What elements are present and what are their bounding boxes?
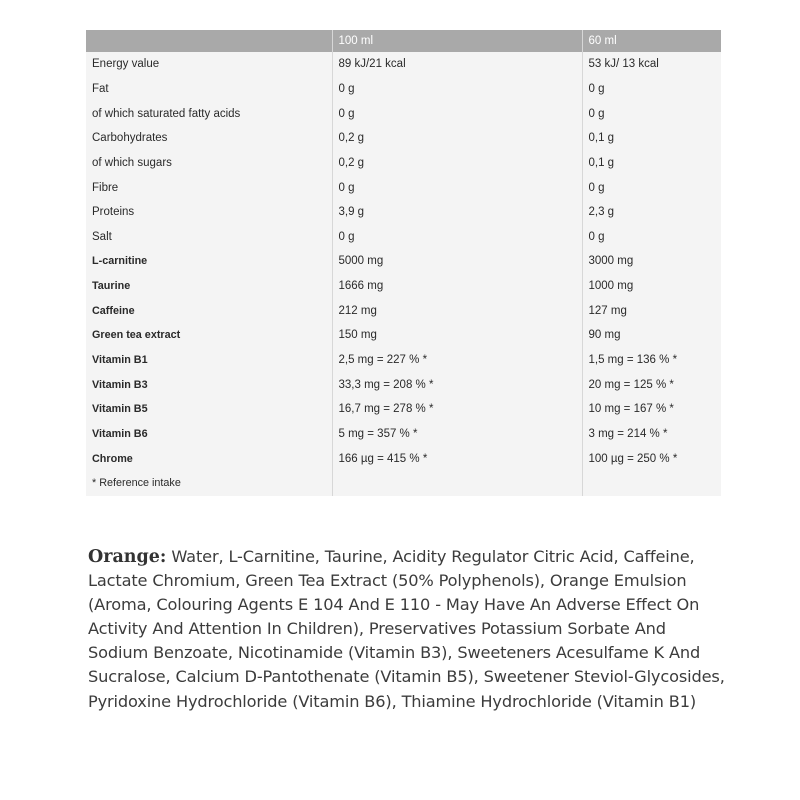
nutrient-name-cell: Salt	[86, 224, 332, 249]
nutrient-name-cell: Energy value	[86, 52, 332, 77]
per-100ml-cell: 0 g	[332, 77, 582, 102]
table-header	[86, 30, 721, 52]
ingredients-label: Orange:	[88, 547, 167, 567]
nutrient-name-cell: Fibre	[86, 175, 332, 200]
table-row	[86, 397, 721, 422]
table-row	[86, 101, 721, 126]
table-row	[86, 323, 721, 348]
table-row	[86, 348, 721, 373]
table-row	[86, 372, 721, 397]
nutrient-name-cell: Vitamin B3	[86, 372, 332, 397]
header-row	[86, 30, 721, 52]
table-row	[86, 422, 721, 447]
footnote-empty-cell	[582, 471, 721, 496]
per-100ml-cell: 5 mg = 357 % *	[332, 422, 582, 447]
per-60ml-cell: 90 mg	[588, 329, 621, 342]
nutrient-name-cell: of which saturated fatty acids	[86, 101, 332, 126]
per-60ml-cell: 3000 mg	[588, 255, 634, 268]
per-100ml-cell: 0 g	[332, 175, 582, 200]
footnote: * Reference intake	[86, 471, 332, 496]
per-100ml-cell: 5000 mg	[332, 249, 582, 274]
per-60ml-cell: 100 µg = 250 % *	[588, 452, 678, 465]
nutrient-name-cell: Carbohydrates	[86, 126, 332, 151]
per-60ml-cell: 1000 mg	[588, 280, 634, 293]
table-body	[86, 52, 721, 496]
table-row	[86, 126, 721, 151]
per-100ml-cell: 3,9 g	[332, 200, 582, 225]
nutrient-name-cell: Green tea extract	[86, 323, 332, 348]
per-100ml-cell: 0,2 g	[332, 151, 582, 176]
table-row	[86, 224, 721, 249]
per-60ml-cell: 0,1 g	[588, 156, 615, 169]
table-row	[86, 200, 721, 225]
per-60ml-cell: 2,3 g	[588, 206, 615, 219]
table-row	[86, 175, 721, 200]
ingredients-text: Water, L-Carnitine, Taurine, Acidity Regulator Citric Acid, Caffeine, Lactate Chromium, Green Tea Extract (50% Polyphenols), Orange Emulsion (Aroma, Colouring Agents E 104 And E 110 - May Have An Adverse Effect On Activity And Attention In Children), Preservatives Potassium Sorbate And Sodium Benzoate, Nicotinamide (Vitamin B3), Sweeteners Acesulfame K And Sucralose, Calcium D-Pantothenate (Vitamin B5), Sweetener Steviol-Glycosides, Pyridoxine Hydrochloride (Vitamin B6), Thiamine Hydrochloride (Vitamin B1)	[88, 547, 725, 711]
per-100ml-cell: 1666 mg	[332, 274, 582, 299]
per-60ml-cell: 0 g	[588, 82, 605, 95]
header-per-60ml: 60 ml	[582, 30, 721, 52]
header-per-100ml: 100 ml	[332, 30, 582, 52]
per-60ml-cell: 0 g	[588, 181, 605, 194]
per-100ml-cell: 89 kJ/21 kcal	[332, 52, 582, 77]
per-60ml-cell: 1,5 mg = 136 % *	[588, 354, 678, 366]
table-row	[86, 52, 721, 77]
nutrient-name-cell: Vitamin B6	[86, 422, 332, 447]
nutrient-name-cell: of which sugars	[86, 151, 332, 176]
table-row	[86, 249, 721, 274]
table-row	[86, 298, 721, 323]
per-60ml-cell: 0 g	[588, 230, 605, 243]
per-60ml-cell: 20 mg = 125 % *	[588, 378, 674, 391]
per-60ml-cell: 0,1 g	[588, 132, 615, 145]
header-nutrient	[86, 30, 332, 52]
nutrient-name-cell: Chrome	[86, 446, 332, 471]
per-100ml-cell: 150 mg	[332, 323, 582, 348]
per-100ml-cell: 0 g	[332, 101, 582, 126]
nutrient-name-cell: Caffeine	[86, 298, 332, 323]
per-100ml-cell: 0 g	[332, 224, 582, 249]
per-100ml-cell: 0,2 g	[332, 126, 582, 151]
per-60ml-cell: 10 mg = 167 % *	[588, 403, 674, 416]
nutrient-name-cell: Taurine	[86, 274, 332, 299]
per-100ml-cell: 212 mg	[332, 298, 582, 323]
per-60ml-cell: 0 g	[588, 107, 605, 120]
ingredients-paragraph	[88, 545, 728, 714]
nutrient-name-cell: Fat	[86, 77, 332, 102]
per-100ml-cell: 33,3 mg = 208 % *	[332, 372, 582, 397]
per-100ml-cell: 166 µg = 415 % *	[332, 446, 582, 471]
table-row	[86, 274, 721, 299]
per-60ml-cell: 53 kJ/ 13 kcal	[588, 58, 659, 71]
footnote-row	[86, 471, 721, 496]
nutrient-name-cell: Vitamin B5	[86, 397, 332, 422]
per-60ml-cell: 127 mg	[588, 304, 627, 317]
table-row	[86, 446, 721, 471]
nutrient-name-cell: Vitamin B1	[86, 348, 332, 373]
per-60ml-cell: 3 mg = 214 % *	[588, 427, 668, 440]
per-100ml-cell: 2,5 mg = 227 % *	[332, 348, 582, 373]
table-row	[86, 77, 721, 102]
per-100ml-cell: 16,7 mg = 278 % *	[332, 397, 582, 422]
nutrient-name-cell: L-carnitine	[86, 249, 332, 274]
nutrient-name-cell: Proteins	[86, 200, 332, 225]
table-row	[86, 151, 721, 176]
footnote-empty-cell	[332, 471, 582, 496]
nutrition-table	[86, 30, 721, 496]
